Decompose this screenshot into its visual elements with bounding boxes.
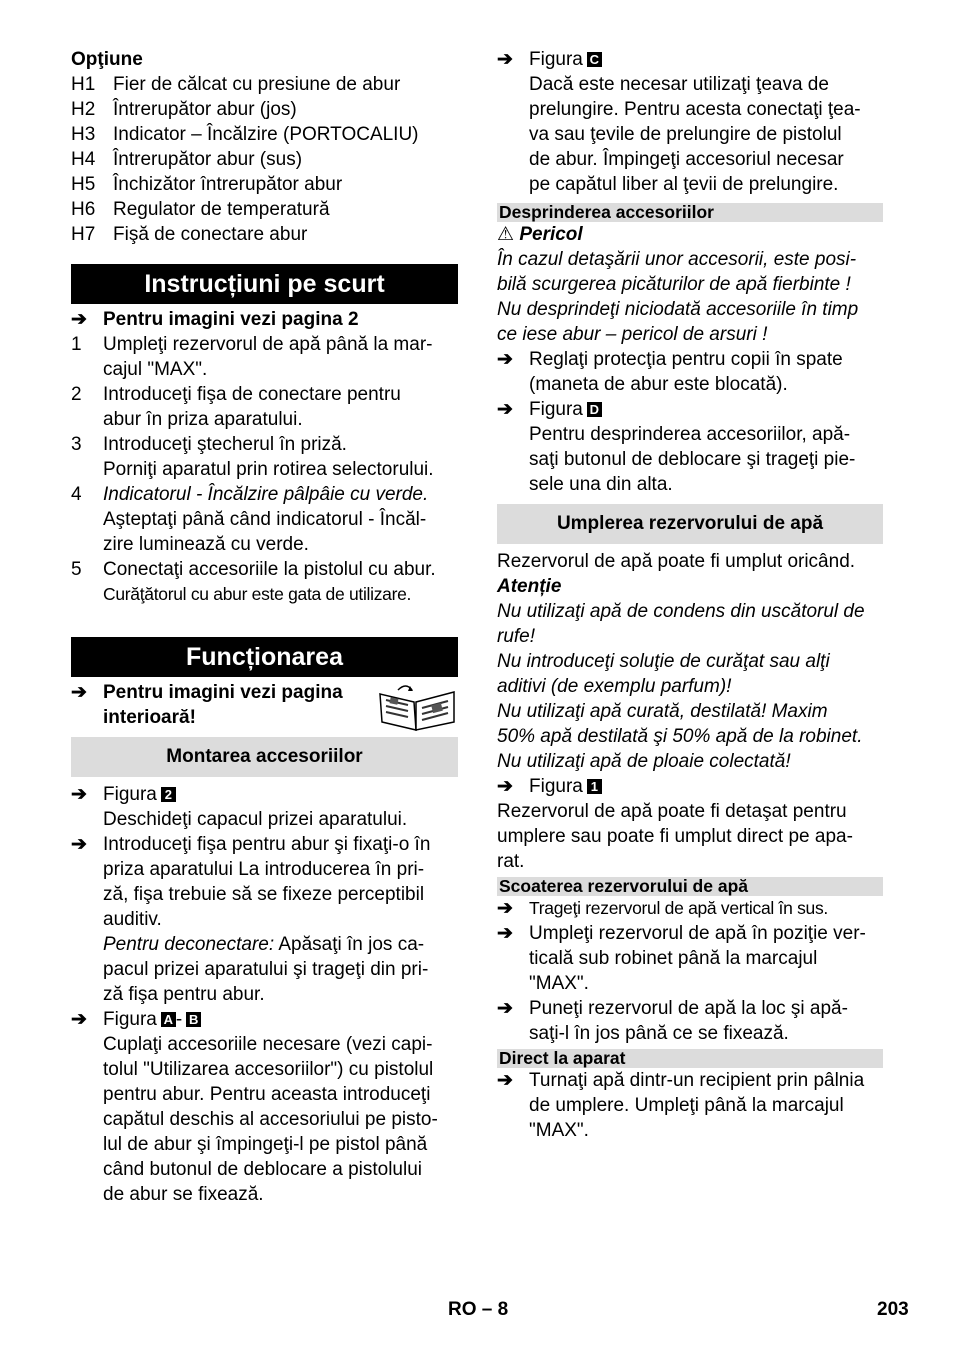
left-column bbox=[71, 47, 458, 1207]
line: Introduceţi fişa de conectare pentru bbox=[103, 384, 401, 405]
option-item bbox=[71, 97, 458, 122]
option-code: H2 bbox=[71, 99, 96, 120]
line: Indicatorul - Încălzire pâlpâie cu verde. bbox=[103, 484, 429, 505]
line: de abur se fixează. bbox=[103, 1184, 264, 1205]
detach-item bbox=[497, 347, 883, 397]
mount-item-text bbox=[103, 1007, 458, 1207]
arrow-icon: ➔ bbox=[497, 349, 513, 370]
figure-c-block bbox=[497, 47, 883, 197]
direct-items bbox=[497, 1068, 883, 1143]
line: ză, fişa trebuie să se fixeze perceptibil bbox=[103, 884, 425, 905]
line: tolul "Utilizarea accesoriilor") cu pistolul bbox=[103, 1059, 434, 1080]
figure-sep: - bbox=[175, 1009, 183, 1030]
figure-box: 1 bbox=[587, 779, 602, 794]
open-book-icon bbox=[376, 680, 458, 732]
line: "MAX". bbox=[529, 1120, 589, 1141]
option-text: Întrerupător abur (jos) bbox=[113, 99, 297, 120]
figure-label bbox=[103, 1007, 458, 1032]
step-number: 2 bbox=[71, 384, 82, 405]
remove-item-text bbox=[529, 896, 883, 921]
operation-heading: Funcționarea bbox=[71, 637, 458, 677]
mount-item bbox=[71, 832, 458, 1007]
step-number: 3 bbox=[71, 434, 82, 455]
func-ref-line-1: Pentru imagini vezi pagina bbox=[103, 682, 343, 703]
option-item bbox=[71, 172, 458, 197]
line: saţi butonul de deblocare şi trageţi pie- bbox=[529, 449, 856, 470]
arrow-icon: ➔ bbox=[71, 1009, 87, 1030]
line: aditivi (de exemplu parfum)! bbox=[497, 676, 732, 697]
line: Nu introduceţi soluţie de curăţat sau alţi bbox=[497, 651, 830, 672]
option-text: Fişă de conectare abur bbox=[113, 224, 308, 245]
step-number: 1 bbox=[71, 334, 82, 355]
mount-items bbox=[71, 782, 458, 1207]
line: Nu utilizaţi apă de ploaie colectată! bbox=[497, 751, 791, 772]
direct-item-text bbox=[529, 1068, 883, 1143]
line: rat. bbox=[497, 851, 525, 872]
func-ref-line-2: interioară! bbox=[103, 707, 196, 728]
fill-figure-item bbox=[497, 774, 883, 799]
option-text: Indicator – Încălzire (PORTOCALIU) bbox=[113, 124, 419, 145]
disconnect-line bbox=[103, 932, 458, 957]
arrow-icon: ➔ bbox=[497, 1070, 513, 1091]
option-text: Întrerupător abur (sus) bbox=[113, 149, 303, 170]
line: pacul prizei aparatului şi trageţi din pri- bbox=[103, 959, 429, 980]
mount-item-text bbox=[103, 832, 458, 1007]
func-ref bbox=[71, 680, 458, 730]
arrow-icon: ➔ bbox=[497, 399, 513, 420]
line: saţi-l în jos până ce se fixează. bbox=[529, 1023, 789, 1044]
remove-item bbox=[497, 996, 883, 1046]
line: Curăţătorul cu abur este gata de utilizare. bbox=[103, 584, 412, 604]
line: "MAX". bbox=[529, 973, 589, 994]
line: Turnaţi apă dintr-un recipient prin pâlnia bbox=[529, 1070, 865, 1091]
line: când butonul de deblocare a pistolului bbox=[103, 1159, 423, 1180]
line: Aşteptaţi până când indicatorul - Încăl- bbox=[103, 509, 427, 530]
direct-item bbox=[497, 1068, 883, 1143]
option-code: H4 bbox=[71, 149, 96, 170]
line: Umpleţi rezervorul de apă până la mar- bbox=[103, 334, 433, 355]
line: bilă scurgerea picăturilor de apă fierbinte ! bbox=[497, 274, 851, 295]
fill-figure-item-text bbox=[529, 774, 883, 799]
remove-items bbox=[497, 896, 883, 1046]
mount-accessories-heading: Montarea accesoriilor bbox=[71, 737, 458, 777]
line: Cuplaţi accesoriile necesare (vezi capi- bbox=[103, 1034, 433, 1055]
line: 50% apă destilată şi 50% apă de la robinet. bbox=[497, 726, 863, 747]
line: În cazul detaşării unor accesorii, este posi- bbox=[497, 249, 857, 270]
options-title: Opţiune bbox=[71, 49, 143, 70]
figure-label bbox=[103, 782, 458, 807]
attention-label: Atenție bbox=[497, 576, 562, 597]
fill-intro: Rezervorul de apă poate fi umplut oricând. bbox=[497, 551, 856, 572]
line: lul de abur şi împingeţi-l pe pistol până bbox=[103, 1134, 428, 1155]
line: Conectaţi accesoriile la pistolul cu abur. bbox=[103, 559, 436, 580]
option-item bbox=[71, 222, 458, 247]
mount-item bbox=[71, 1007, 458, 1207]
remove-item-text bbox=[529, 921, 883, 996]
line: pentru abur. Pentru aceasta introduceţi bbox=[103, 1084, 431, 1105]
figure-label bbox=[529, 47, 883, 72]
option-code: H1 bbox=[71, 74, 96, 95]
line: (maneta de abur este blocată). bbox=[529, 374, 788, 395]
remove-item bbox=[497, 896, 883, 921]
arrow-icon: ➔ bbox=[71, 309, 87, 330]
right-column bbox=[497, 47, 883, 1143]
figure-box: D bbox=[587, 402, 602, 417]
step-text bbox=[103, 482, 458, 557]
line: de abur. Împingeţi accesoriul necesar bbox=[529, 149, 844, 170]
mount-item-text bbox=[103, 782, 458, 832]
attention-text bbox=[497, 599, 883, 774]
line: cajul "MAX". bbox=[103, 359, 208, 380]
line: Nu utilizaţi apă curată, destilată! Maxim bbox=[497, 701, 828, 722]
warning-icon: ⚠ bbox=[497, 224, 515, 245]
step-text bbox=[103, 432, 458, 482]
line: Nu desprindeţi niciodată accesoriile în timp bbox=[497, 299, 859, 320]
line: auditiv. bbox=[103, 909, 162, 930]
figure-word: Figura bbox=[103, 784, 157, 805]
figure-box: A bbox=[161, 1012, 176, 1027]
line: Reglaţi protecţia pentru copii în spate bbox=[529, 349, 843, 370]
page-number: 203 bbox=[877, 1299, 909, 1320]
step-text bbox=[103, 332, 458, 382]
detach-accessories-heading: Desprinderea accesoriilor bbox=[497, 203, 883, 222]
detach-item bbox=[497, 397, 883, 497]
step-number: 5 bbox=[71, 559, 82, 580]
line: umplere sau poate fi umplut direct pe apa- bbox=[497, 826, 853, 847]
danger-text bbox=[497, 247, 883, 347]
figure-box: C bbox=[587, 52, 602, 67]
quick-instructions-heading: Instrucțiuni pe scurt bbox=[71, 264, 458, 304]
line: priza aparatului La introducerea în pri- bbox=[103, 859, 425, 880]
fill-figure bbox=[497, 774, 883, 799]
line: de umplere. Umpleţi până la marcajul bbox=[529, 1095, 844, 1116]
options-list bbox=[71, 72, 458, 247]
remove-item-text bbox=[529, 996, 883, 1046]
arrow-icon: ➔ bbox=[71, 784, 87, 805]
line: Umpleţi rezervorul de apă în poziţie ver- bbox=[529, 923, 866, 944]
line: Introduceţi fişa pentru abur şi fixaţi-o în bbox=[103, 834, 431, 855]
line: Trageţi rezervorul de apă vertical în sus. bbox=[529, 898, 828, 918]
quick-ref bbox=[71, 307, 458, 332]
quick-step bbox=[71, 332, 458, 382]
figure-label bbox=[529, 397, 883, 422]
quick-step bbox=[71, 557, 458, 607]
figure-word: Figura bbox=[529, 776, 583, 797]
line: capătul deschis al accesoriului pe pisto- bbox=[103, 1109, 438, 1130]
detach-items bbox=[497, 347, 883, 497]
step-number: 4 bbox=[71, 484, 82, 505]
quick-step bbox=[71, 482, 458, 557]
line: prelungire. Pentru acesta conectaţi ţea- bbox=[529, 99, 861, 120]
detach-item-text bbox=[529, 347, 883, 397]
figure-word: Figura bbox=[103, 1009, 157, 1030]
line: pe capătul liber al ţevii de prelungire. bbox=[529, 174, 839, 195]
line: Puneţi rezervorul de apă la loc şi apă- bbox=[529, 998, 848, 1019]
figure-box: B bbox=[186, 1012, 201, 1027]
step-text bbox=[103, 557, 458, 607]
detach-item-text bbox=[529, 397, 883, 497]
option-code: H7 bbox=[71, 224, 96, 245]
option-text: Fier de călcat cu presiune de abur bbox=[113, 74, 401, 95]
quick-steps bbox=[71, 332, 458, 607]
line: Dacă este necesar utilizaţi ţeava de bbox=[529, 74, 829, 95]
option-code: H3 bbox=[71, 124, 96, 145]
direct-fill-heading: Direct la aparat bbox=[497, 1049, 883, 1068]
line: ticală sub robinet până la marcajul bbox=[529, 948, 818, 969]
line: va sau ţevile de prelungire de pistolul bbox=[529, 124, 842, 145]
line: zire luminează cu verde. bbox=[103, 534, 309, 555]
figure-word: Figura bbox=[529, 49, 583, 70]
option-item bbox=[71, 122, 458, 147]
figure-label bbox=[529, 774, 883, 799]
line: abur în priza aparatului. bbox=[103, 409, 303, 430]
arrow-icon: ➔ bbox=[71, 682, 87, 703]
mount-item bbox=[71, 782, 458, 832]
italic-label: Pentru deconectare: bbox=[103, 934, 275, 955]
quick-step bbox=[71, 432, 458, 482]
arrow-icon: ➔ bbox=[497, 923, 513, 944]
fill-after-text bbox=[497, 799, 883, 874]
remove-item bbox=[497, 921, 883, 996]
line: rufe! bbox=[497, 626, 536, 647]
arrow-icon: ➔ bbox=[497, 898, 513, 919]
line: Rezervorul de apă poate fi detaşat pentru bbox=[497, 801, 847, 822]
option-code: H5 bbox=[71, 174, 96, 195]
section-page-label: RO – 8 bbox=[448, 1299, 509, 1320]
line: Pentru desprinderea accesoriilor, apă- bbox=[529, 424, 851, 445]
quick-step bbox=[71, 382, 458, 432]
option-text: Închizător întrerupător abur bbox=[113, 174, 343, 195]
line: Nu utilizaţi apă de condens din uscătorul de bbox=[497, 601, 865, 622]
arrow-icon: ➔ bbox=[71, 834, 87, 855]
figure-word: Figura bbox=[529, 399, 583, 420]
figure-box: 2 bbox=[161, 787, 176, 802]
quick-ref-text: Pentru imagini vezi pagina 2 bbox=[103, 309, 359, 330]
option-text: Regulator de temperatură bbox=[113, 199, 330, 220]
line: sele una din alta. bbox=[529, 474, 673, 495]
danger-label: ⚠ Pericol bbox=[497, 224, 583, 245]
arrow-icon: ➔ bbox=[497, 776, 513, 797]
line-rest: Apăsaţi în jos ca- bbox=[274, 934, 425, 955]
line: ce iese abur – pericol de arsuri ! bbox=[497, 324, 768, 345]
arrow-icon: ➔ bbox=[497, 998, 513, 1019]
figure-c-item-text bbox=[529, 47, 883, 197]
arrow-icon: ➔ bbox=[497, 49, 513, 70]
line: Porniţi aparatul prin rotirea selectorului. bbox=[103, 459, 434, 480]
figure-c-item bbox=[497, 47, 883, 197]
remove-tank-heading: Scoaterea rezervorului de apă bbox=[497, 877, 883, 896]
line: Introduceţi ştecherul în priză. bbox=[103, 434, 347, 455]
line: Deschideţi capacul prizei aparatului. bbox=[103, 809, 408, 830]
option-code: H6 bbox=[71, 199, 96, 220]
option-item bbox=[71, 147, 458, 172]
fill-tank-heading: Umplerea rezervorului de apă bbox=[497, 504, 883, 544]
line: ză fişa pentru abur. bbox=[103, 984, 265, 1005]
step-text bbox=[103, 382, 458, 432]
option-item bbox=[71, 72, 458, 97]
option-item bbox=[71, 197, 458, 222]
